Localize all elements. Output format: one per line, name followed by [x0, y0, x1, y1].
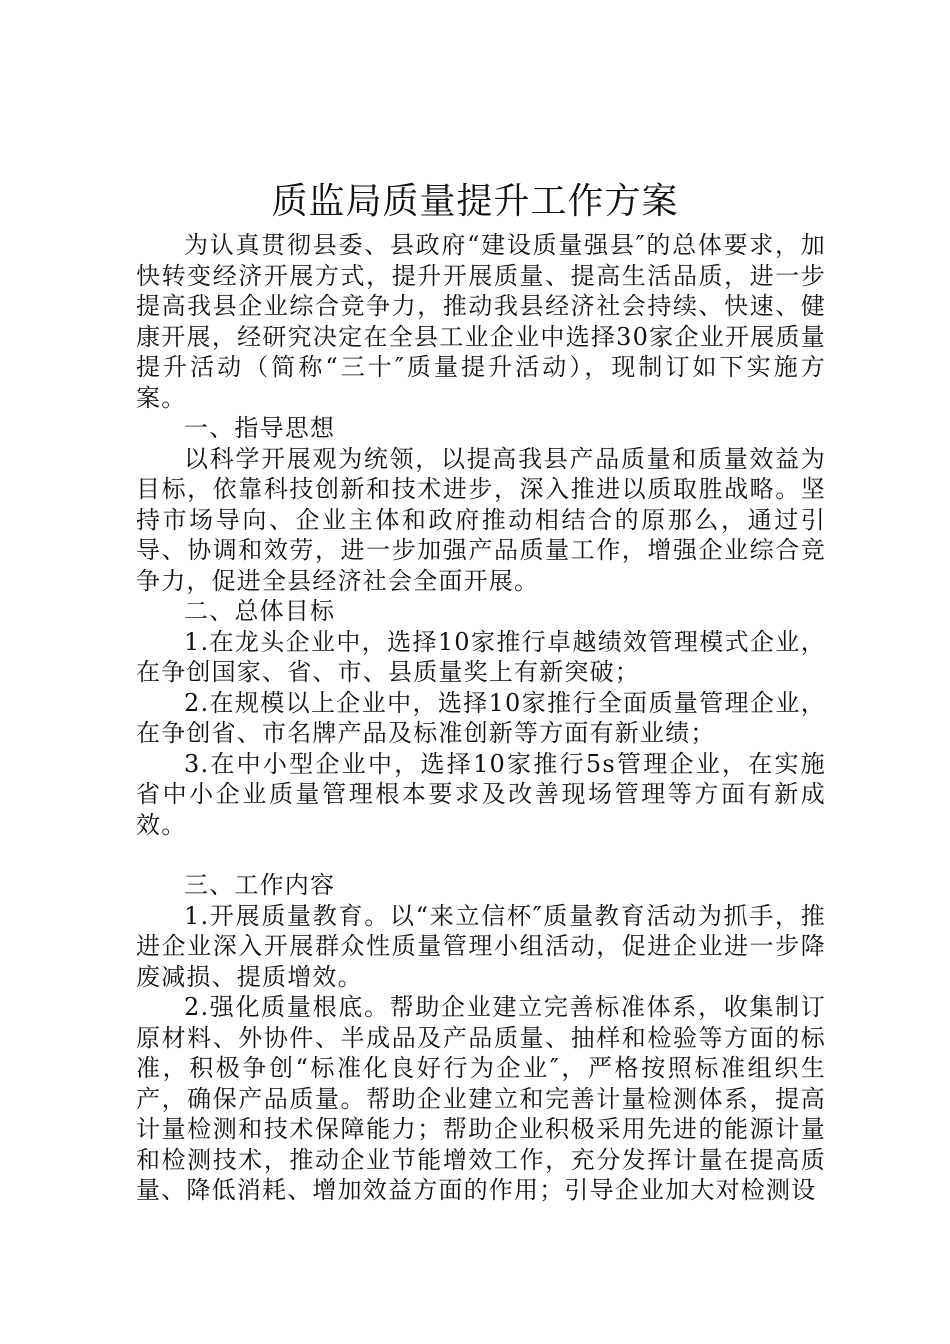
- paragraph-gap: [136, 840, 826, 870]
- intro-paragraph: 为认真贯彻县委、县政府“建设质量强县″的总体要求，加快转变经济开展方式，提升开展质量、提高生活品质，进一步提高我县企业综合竞争力，推动我县经济社会持续、快速、健康开展，经研究决定在全县工业企业中选择30家企业开展质量提升活动（简称“三十″质量提升活动），现制订如下实施方案。: [136, 231, 826, 412]
- document-title: 质监局质量提升工作方案: [271, 181, 679, 222]
- document-body: [136, 230, 826, 1206]
- goal-item-3: 3.在中小型企业中，选择10家推行5s管理企业，在实施省中小企业质量管理根本要求及改善现场管理等方面有新成效。: [136, 749, 826, 839]
- goal-item-2: 2.在规模以上企业中，选择10家推行全面质量管理企业，在争创省、市名牌产品及标准创新等方面有新业绩；: [136, 688, 826, 747]
- work-item-1: 1.开展质量教育。以“来立信杯″质量教育活动为抓手，推进企业深入开展群众性质量管理小组活动，促进企业进一步降废减损、提质增效。: [136, 901, 826, 991]
- work-item-2: 2.强化质量根底。帮助企业建立完善标准体系，收集制订原材料、外协件、半成品及产品质量、抽样和检验等方面的标准，积极争创“标准化良好行为企业″，严格按照标准组织生产，确保产品质量。帮助企业建立和完善计量检测体系，提高计量检测和技术保障能力；帮助企业积极采用先进的能源计量和检测技术，推动企业节能增效工作，充分发挥计量在提高质量、降低消耗、增加效益方面的作用；引导企业加大对检测设: [136, 993, 826, 1204]
- section-heading-work-content: 三、工作内容: [184, 871, 336, 899]
- guiding-ideology-paragraph: 以科学开展观为统领，以提高我县产品质量和质量效益为目标，依靠科技创新和技术进步，深入推进以质取胜战略。坚持市场导向、企业主体和政府推动相结合的原那么，通过引导、协调和效劳，进一步加强产品质量工作，增强企业综合竞争力，促进全县经济社会全面开展。: [136, 444, 826, 595]
- goal-item-1: 1.在龙头企业中，选择10家推行卓越绩效管理模式企业，在争创国家、省、市、县质量奖上有新突破；: [136, 627, 826, 686]
- section-heading-guiding-ideology: 一、指导思想: [184, 414, 336, 442]
- section-heading-overall-goals: 二、总体目标: [184, 597, 336, 625]
